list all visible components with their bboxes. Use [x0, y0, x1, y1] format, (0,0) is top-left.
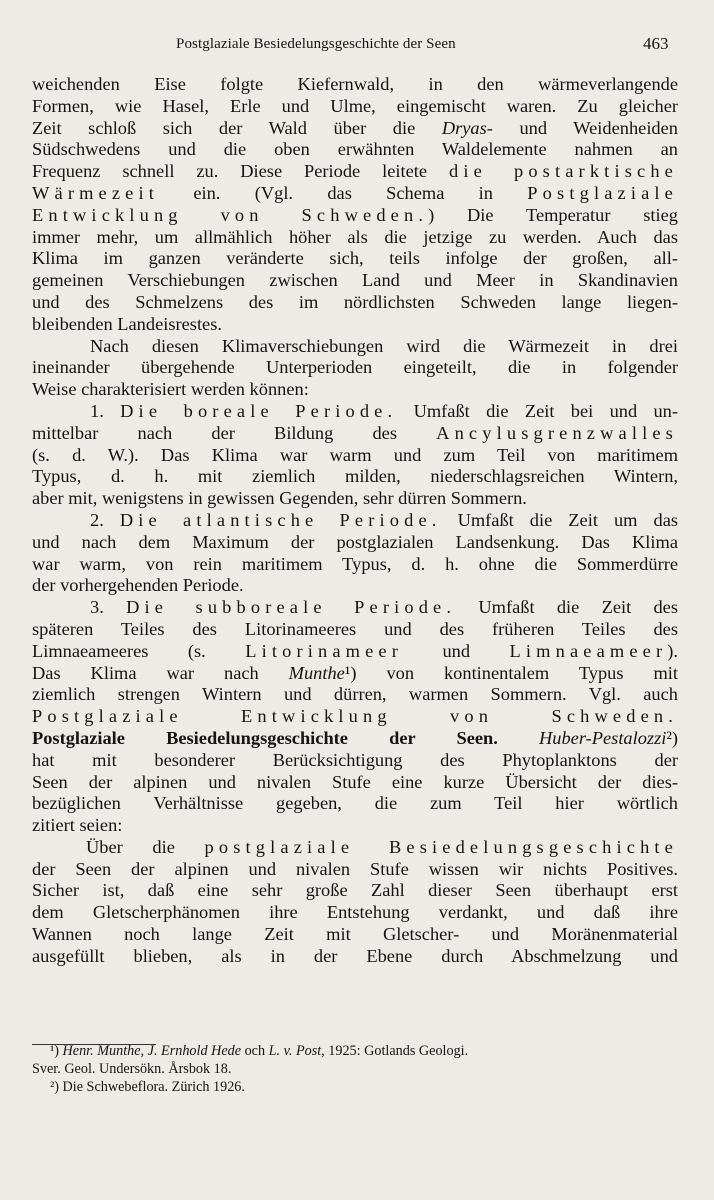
text-run: 1925: Gotlands Geologi. — [324, 1043, 469, 1059]
text-run: och — [241, 1043, 269, 1059]
period-heading: Die subboreale Periode. — [126, 597, 457, 618]
paragraph-1 — [32, 74, 678, 336]
text-run: Frequenz schnell zu. Diese Periode leitete — [32, 161, 449, 182]
section-heading: Postglaziale Besiedelungsgeschichte der Seen. — [32, 727, 498, 748]
text-run: Umfaßt die Zeit bei und un- — [397, 400, 678, 421]
text-line: war warm, von rein maritimem Typus, d. h. ohne die Sommerdürre — [32, 553, 678, 574]
text-line: der Seen der alpinen und nivalen Stufe wissen wir nichts Positives. — [32, 858, 678, 879]
paragraph-quote — [32, 837, 678, 968]
text-run: ) Die Temperatur stieg — [428, 204, 678, 225]
text-line — [32, 118, 678, 140]
page-number: 463 — [643, 34, 669, 53]
text-line: ausgefüllt blieben, als in der Ebene durch Abschmelzung und — [32, 945, 678, 966]
running-head — [0, 30, 714, 56]
text-line: Nach diesen Klimaverschiebungen wird die Wärmezeit in drei — [90, 335, 678, 356]
author-name: Huber-Pestalozzi — [539, 727, 667, 748]
text-line — [32, 510, 678, 532]
text-line — [32, 663, 678, 685]
running-title: Postglaziale Besiedelungsgeschichte der Seen — [176, 36, 456, 52]
text-run: Zeit schloß sich der Wald über die — [32, 117, 442, 138]
footnote-author: L. v. Post, — [268, 1043, 325, 1059]
text-run: ein. (Vgl. das Schema in — [159, 182, 528, 203]
spaced-term: die postarktische — [448, 161, 678, 182]
text-line — [32, 205, 678, 227]
text-line: der vorhergehenden Periode. — [32, 575, 244, 596]
section-besiedelungsgeschichte — [32, 728, 678, 837]
text-line: Weise charakterisiert werden können: — [32, 379, 309, 400]
paragraph-atlantic — [32, 510, 678, 597]
text-run — [498, 728, 539, 748]
text-line: Wannen noch lange Zeit mit Gletscher- und Moränenmaterial — [32, 924, 678, 945]
text-line: zitiert seien: — [32, 815, 123, 836]
spaced-term: Wärmezeit — [32, 182, 160, 203]
text-run: Umfaßt die Zeit des — [456, 597, 678, 618]
text-line: hat mit besonderer Berücksichtigung des Phytoplanktons der — [32, 749, 678, 770]
text-run: - und Weidenheiden — [486, 117, 678, 138]
text-line — [32, 597, 678, 619]
text-line: Klima im ganzen veränderte sich, teils infolge der großen, all- — [32, 248, 678, 269]
text-line: Formen, wie Hasel, Erle und Ulme, eingemischt waren. Zu gleicher — [32, 95, 678, 116]
text-run: Umfaßt die Zeit um das — [441, 509, 678, 530]
text-run: ¹) von kontinentalem Typus mit — [344, 662, 678, 683]
text-line — [32, 837, 678, 859]
text-line: immer mehr, um allmählich höher als die jetzige zu werden. Auch das — [32, 226, 678, 247]
paragraph-2 — [32, 336, 678, 401]
text-line: weichenden Eise folgte Kiefernwald, in den wärmeverlangende — [32, 74, 678, 94]
text-line: ineinander übergehende Unterperioden eingeteilt, die in folgender — [32, 357, 678, 378]
list-number: 3. — [90, 597, 127, 618]
spaced-term: Ancylusgrenzwalles — [436, 422, 678, 443]
text-run: Über die — [86, 836, 205, 857]
text-line — [32, 423, 678, 445]
text-line: bezüglichen Verhältnisse gegeben, die zum Teil hier wörtlich — [32, 793, 678, 814]
text-line — [32, 641, 678, 663]
text-line — [32, 706, 678, 728]
text-line: und nach dem Maximum der postglazialen Landsenkung. Das Klima — [32, 531, 678, 552]
author-name: Munthe — [288, 662, 345, 683]
text-line: Typus, d. h. mit ziemlich milden, niederschlagsreichen Wintern, — [32, 466, 678, 487]
text-line — [32, 728, 678, 750]
text-line: Seen der alpinen und nivalen Stufe eine kurze Übersicht der dies- — [32, 771, 678, 792]
text-line: bleibenden Landeisrestes. — [32, 313, 222, 334]
text-line: aber mit, wenigstens in gewissen Gegenden, sehr dürren Sommern. — [32, 488, 527, 509]
footnotes — [32, 1042, 678, 1096]
period-heading: Die boreale Periode. — [120, 400, 398, 421]
period-heading: Die atlantische Periode. — [119, 509, 442, 530]
text-line: und des Schmelzens des im nördlichsten Schweden lange liegen- — [32, 291, 678, 312]
text-run: mittelbar nach der Bildung des — [32, 422, 437, 443]
text-run: Das Klima war nach — [32, 662, 289, 683]
text-run: und — [403, 640, 510, 661]
paragraph-subboreal — [32, 597, 678, 728]
footnote-marker: ¹) — [50, 1043, 63, 1059]
text-line: Südschwedens und die oben erwähnten Waldelemente nahmen an — [32, 139, 678, 160]
footnote-2: ²) Die Schwebeflora. Zürich 1926. — [50, 1079, 245, 1095]
text-line — [32, 161, 678, 183]
spaced-term: postglaziale Besiedelungsgeschichte — [204, 836, 678, 857]
footnote-authors: Henr. Munthe, J. Ernhold Hede — [62, 1043, 242, 1059]
text-line: dem Gletscherphänomen ihre Entstehung verdankt, und daß ihre — [32, 902, 678, 923]
footnote-marker: ²) — [666, 727, 678, 748]
text-line — [32, 401, 678, 423]
text-line: Sicher ist, daß eine sehr große Zahl dieser Seen überhaupt erst — [32, 880, 678, 901]
body-text — [32, 74, 678, 968]
text-run: Limnaeameeres (s. — [32, 640, 246, 661]
paragraph-boreal — [32, 401, 678, 510]
cross-reference: Postglaziale — [527, 182, 678, 203]
cross-reference: Postglaziale Entwicklung von Schweden. — [32, 706, 678, 727]
list-number: 2. — [90, 509, 120, 530]
cross-reference: Entwicklung von Schweden. — [32, 204, 429, 225]
footnote-1-continued: Sver. Geol. Undersökn. Årsbok 18. — [32, 1061, 232, 1077]
text-line — [32, 183, 678, 205]
list-number: 1. — [90, 400, 121, 421]
text-line: ziemlich strengen Wintern und dürren, warmen Sommern. Vgl. auch — [32, 684, 678, 705]
dryas-term: Dryas — [441, 117, 487, 138]
footnote-1 — [32, 1042, 678, 1060]
text-line: gemeinen Verschiebungen zwischen Land und Meer in Skandinavien — [32, 270, 678, 291]
cross-reference: Limnaeameer — [509, 640, 668, 661]
text-run: ). — [667, 640, 678, 661]
text-line: späteren Teiles des Litorinameeres und des früheren Teiles des — [32, 618, 678, 639]
text-line: (s. d. W.). Das Klima war warm und zum Teil von maritimem — [32, 444, 678, 465]
cross-reference: Litorinameer — [245, 640, 404, 661]
